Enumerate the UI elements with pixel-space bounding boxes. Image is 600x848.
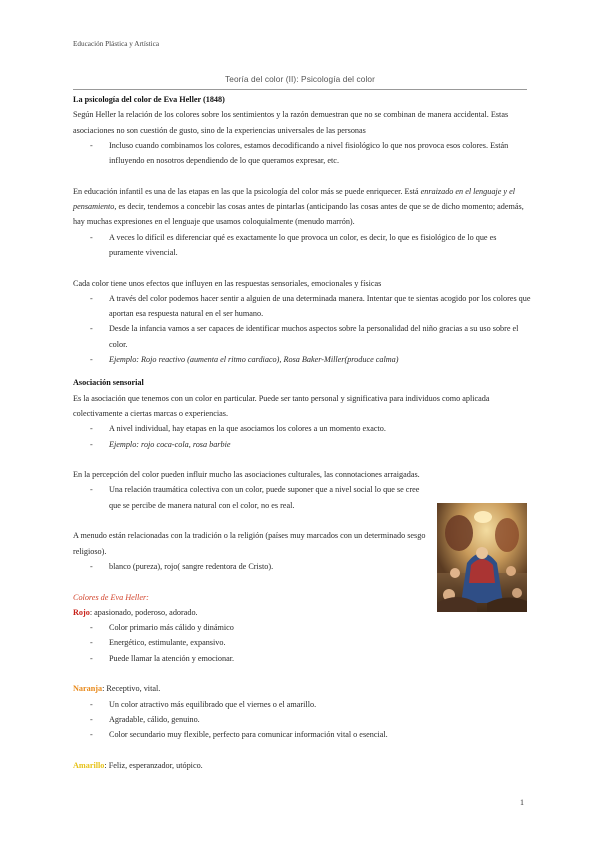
list-item: - Un color atractivo más equilibrado que el viernes o el amarillo. <box>90 699 317 709</box>
bullet-list <box>73 697 531 743</box>
bullet-list <box>73 421 531 452</box>
section-heading-asociacion: Asociación sensorial <box>73 378 144 388</box>
bullet-list <box>73 291 531 367</box>
paragraph: En la percepción del color pueden influir mucho las asociaciones culturales, las connotaciones arraigadas. <box>73 470 420 480</box>
list-item: - Ejemplo: rojo coca-cola, rosa barbie <box>90 439 231 449</box>
bullet-list <box>73 620 531 666</box>
bullet-list <box>73 559 431 574</box>
title-divider <box>73 89 527 90</box>
page-header: Educación Plástica y Artística <box>73 40 160 48</box>
list-item: - A veces lo difícil es diferenciar qué es exactamente lo que provoca un color, es decir, lo que es fisiológico de lo que es puramente vivencial. <box>90 232 497 257</box>
paragraph: A menudo están relacionadas con la tradición o la religión (países muy marcados con un determinado sesgo religioso). <box>73 531 426 556</box>
bullet-list <box>73 138 531 169</box>
section-heading-colores: Colores de Eva Heller: <box>73 592 149 602</box>
paragraph: Es la asociación que tenemos con un color en particular. Puede ser tanto personal y significativa para individuos como aplicada colectivamente a ciertas marcas o experiencias. <box>73 393 490 418</box>
color-entry-naranja: Naranja: Receptivo, vital. <box>73 684 161 694</box>
list-item: - Agradable, cálido, genuino. <box>90 714 200 724</box>
list-item: - Puede llamar la atención y emocionar. <box>90 653 235 663</box>
list-item: - Una relación traumática colectiva con un color, puede suponer que a nivel social lo que se cree que se percibe de manera natural con el color, no es real. <box>90 485 420 510</box>
bullet-list <box>73 482 431 513</box>
list-item: - Ejemplo: Rojo reactivo (aumenta el ritmo cardiaco), Rosa Baker-Miller(produce calma) <box>90 355 399 365</box>
list-item: - Color primario más cálido y dinámico <box>90 623 234 633</box>
document-body <box>73 92 531 773</box>
paragraph: En educación infantil es una de las etapas en las que la psicología del color más se puede enriquecer. Está enraizado en el lenguaje y el pensamiento, es decir, tendemos a concebir las cosas antes de pintarlas (anticipando las cosas antes de que se de dicho momento; además, hay muchas expresiones en el lenguaje que usamos coloquialmente (menudo marrón). <box>73 186 524 227</box>
list-item: - A través del color podemos hacer sentir a alguien de una determinada manera. Intentar que te sientas acogido por los colores que aportan esa respuesta natural en el ser humano. <box>90 293 531 319</box>
list-item: - Desde la infancia vamos a ser capaces de identificar muchos aspectos sobre la personalidad del niño gracias a su uso sobre el color. <box>90 324 519 349</box>
list-item: - Incluso cuando combinamos los colores, estamos decodificando a nivel fisiológico lo que nos provoca esos colores. Están influyendo en nosotros dependiendo de lo que queramos expresar, etc. <box>90 140 509 166</box>
bullet-list <box>73 230 531 261</box>
color-entry-rojo: Rojo: apasionado, poderoso, adorado. <box>73 607 198 617</box>
list-item: - blanco (pureza), rojo( sangre redentora de Cristo). <box>90 561 274 571</box>
list-item: - Energético, estimulante, expansivo. <box>90 638 226 648</box>
page-title: Teoría del color (II): Psicología del color <box>224 74 376 84</box>
religious-painting-image <box>437 503 527 612</box>
page-number: 1 <box>520 798 524 807</box>
paragraph: Según Heller la relación de los colores sobre los sentimientos y la razón demuestran que no se combinan de manera accidental. Estas asociaciones no son cuestión de gusto, sino de la experiencias universales de las personas <box>73 110 509 135</box>
color-entry-amarillo: Amarillo: Feliz, esperanzador, utópico. <box>73 760 203 770</box>
list-item: - A nivel individual, hay etapas en la que asociamos los colores a un momento exacto. <box>90 424 386 434</box>
paragraph: Cada color tiene unos efectos que influyen en las respuestas sensoriales, emocionales y físicas <box>73 278 382 288</box>
section-heading-heller: La psicología del color de Eva Heller (1848) <box>73 95 225 104</box>
list-item: - Color secundario muy flexible, perfecto para comunicar información vital o esencial. <box>90 730 388 740</box>
